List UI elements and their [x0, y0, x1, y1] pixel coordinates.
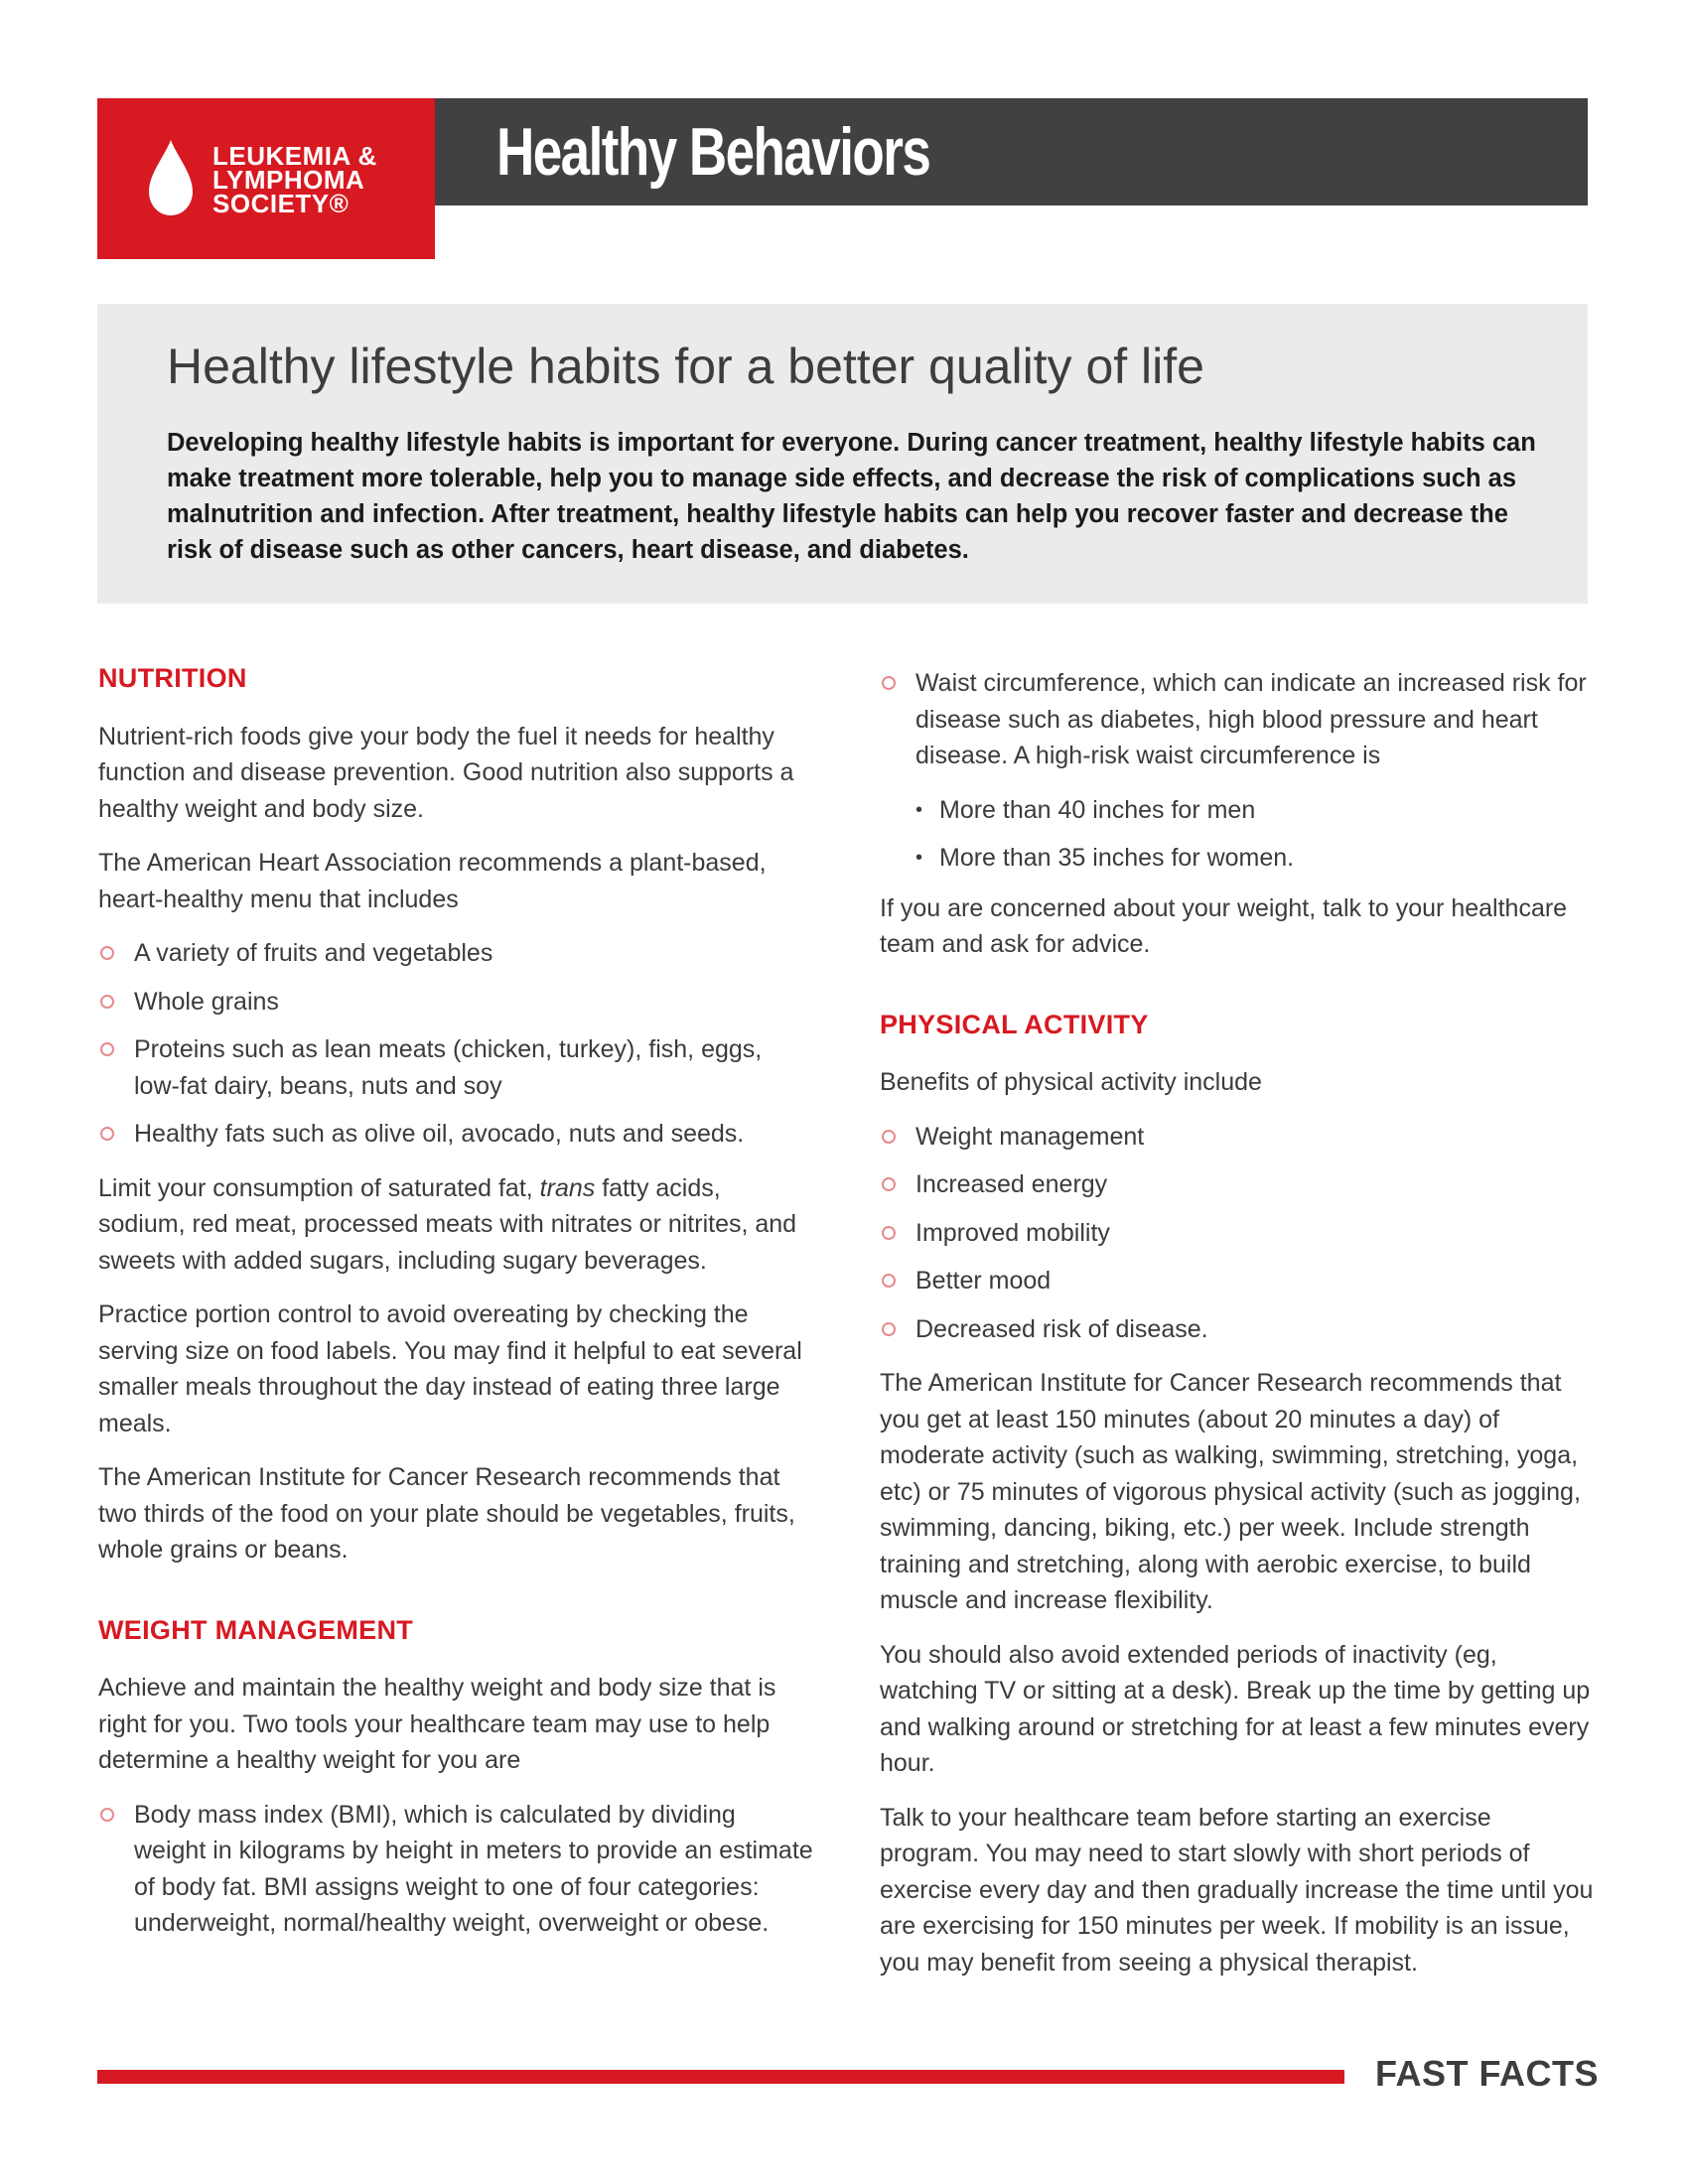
intro-body: Developing healthy lifestyle habits is important for everyone. During cancer treatment, healthy lifestyle habits can make treatment more tolerable, help you to manage side effects, and decrease the risk of complications such as malnutrition and infection. After treatment, healthy lifestyle habits can help you recover faster and decrease the risk of disease such as other cancers, heart disease, and diabetes.	[167, 429, 1536, 564]
italic-text: trans	[539, 1173, 596, 1202]
activity-benefits-list	[880, 1119, 1595, 1348]
activity-paragraph-3: You should also avoid extended periods of inactivity (eg, watching TV or sitting at a desk). Break up the time by getting up and walking around or stretching for at least a few minutes every hour.	[880, 1640, 1591, 1777]
text-span: Limit your consumption of saturated fat,	[98, 1173, 540, 1202]
nutrition-paragraph-1: Nutrient-rich foods give your body the fuel it needs for healthy function and disease prevention. Good nutrition also supports a healthy weight and body size.	[98, 722, 794, 823]
weight-paragraph-1: Achieve and maintain the healthy weight and body size that is right for you. Two tools your healthcare team may use to help determine a healthy weight for you are	[98, 1674, 776, 1774]
activity-paragraph-2: The American Institute for Cancer Research recommends that you get at least 150 minutes (about 20 minutes a day) of moderate activity (such as walking, swimming, stretching, yoga, etc) or 75 minutes of vigorous physical activity (such as jogging, swimming, dancing, biking, etc.) per week. Include strength training and stretching, along with aerobic exercise, to build muscle and increase flexibility.	[880, 1369, 1581, 1614]
activity-paragraph-4: Talk to your healthcare team before starting an exercise program. You may need to start slowly with short periods of exercise every day and then gradually increase the time until you are exercising for 150 minutes per week. If mobility is an issue, you may benefit from seeing a physical therapist.	[880, 1803, 1594, 1977]
footer-divider	[97, 2070, 1344, 2084]
nutrition-list	[98, 935, 813, 1153]
activity-heading: PHYSICAL ACTIVITY	[880, 1009, 1149, 1039]
list-item: A variety of fruits and vegetables	[98, 935, 813, 972]
list-item: Whole grains	[98, 984, 813, 1021]
list-item: Increased energy	[880, 1166, 1595, 1203]
page-title: Healthy Behaviors	[496, 114, 930, 190]
logo-line-1: LEUKEMIA &	[212, 141, 377, 171]
list-item: Weight management	[880, 1119, 1595, 1156]
list-item: Decreased risk of disease.	[880, 1311, 1595, 1348]
list-item: • More than 40 inches for men	[915, 792, 1595, 829]
list-item: Healthy fats such as olive oil, avocado, nuts and seeds.	[98, 1116, 813, 1153]
right-column	[880, 665, 1595, 1998]
nutrition-paragraph-4: Practice portion control to avoid overeating by checking the serving size on food labels. You may find it helpful to eat several smaller meals throughout the day instead of eating three large meals.	[98, 1300, 802, 1437]
list-item: Better mood	[880, 1263, 1595, 1299]
weight-tools-list-continued	[880, 665, 1595, 774]
list-item: Body mass index (BMI), which is calculated by dividing weight in kilograms by height in meters to provide an estimate of body fat. BMI assigns weight to one of four categories: underweight, normal/healthy weight, overweight or obese.	[98, 1797, 813, 1942]
weight-tools-list	[98, 1797, 813, 1942]
activity-paragraph-1: Benefits of physical activity include	[880, 1068, 1262, 1096]
intro-heading: Healthy lifestyle habits for a better quality of life	[167, 339, 1204, 394]
text-span: fatty acids, sodium, red meat, processed meats with nitrates or nitrites, and sweets with added sugars, including sugary beverages.	[98, 1173, 797, 1275]
left-column	[98, 660, 813, 1960]
list-item: Waist circumference, which can indicate an increased risk for disease such as diabetes, high blood pressure and heart disease. A high-risk waist circumference is	[880, 665, 1595, 774]
logo-line-3: SOCIETY®	[212, 189, 350, 218]
intro-panel	[97, 304, 1588, 604]
waist-threshold-list	[915, 792, 1595, 877]
organization-logo	[97, 98, 435, 259]
list-item: Proteins such as lean meats (chicken, turkey), fish, eggs, low-fat dairy, beans, nuts and soy	[98, 1031, 813, 1104]
weight-heading: WEIGHT MANAGEMENT	[98, 1614, 414, 1645]
nutrition-paragraph-5: The American Institute for Cancer Research recommends that two thirds of the food on your plate should be vegetables, fruits, whole grains or beans.	[98, 1463, 795, 1564]
blood-drop-icon	[145, 138, 197, 217]
list-item: Improved mobility	[880, 1215, 1595, 1252]
nutrition-paragraph-2: The American Heart Association recommends a plant-based, heart-healthy menu that includes	[98, 849, 767, 913]
list-item: • More than 35 inches for women.	[915, 840, 1595, 877]
nutrition-paragraph-3	[98, 1170, 813, 1280]
nutrition-heading: NUTRITION	[98, 663, 247, 693]
weight-paragraph-2: If you are concerned about your weight, talk to your healthcare team and ask for advice.	[880, 893, 1568, 958]
logo-line-2: LYMPHOMA	[212, 165, 365, 195]
footer-label: FAST FACTS	[1375, 2053, 1600, 2094]
logo-wordmark	[212, 141, 377, 218]
